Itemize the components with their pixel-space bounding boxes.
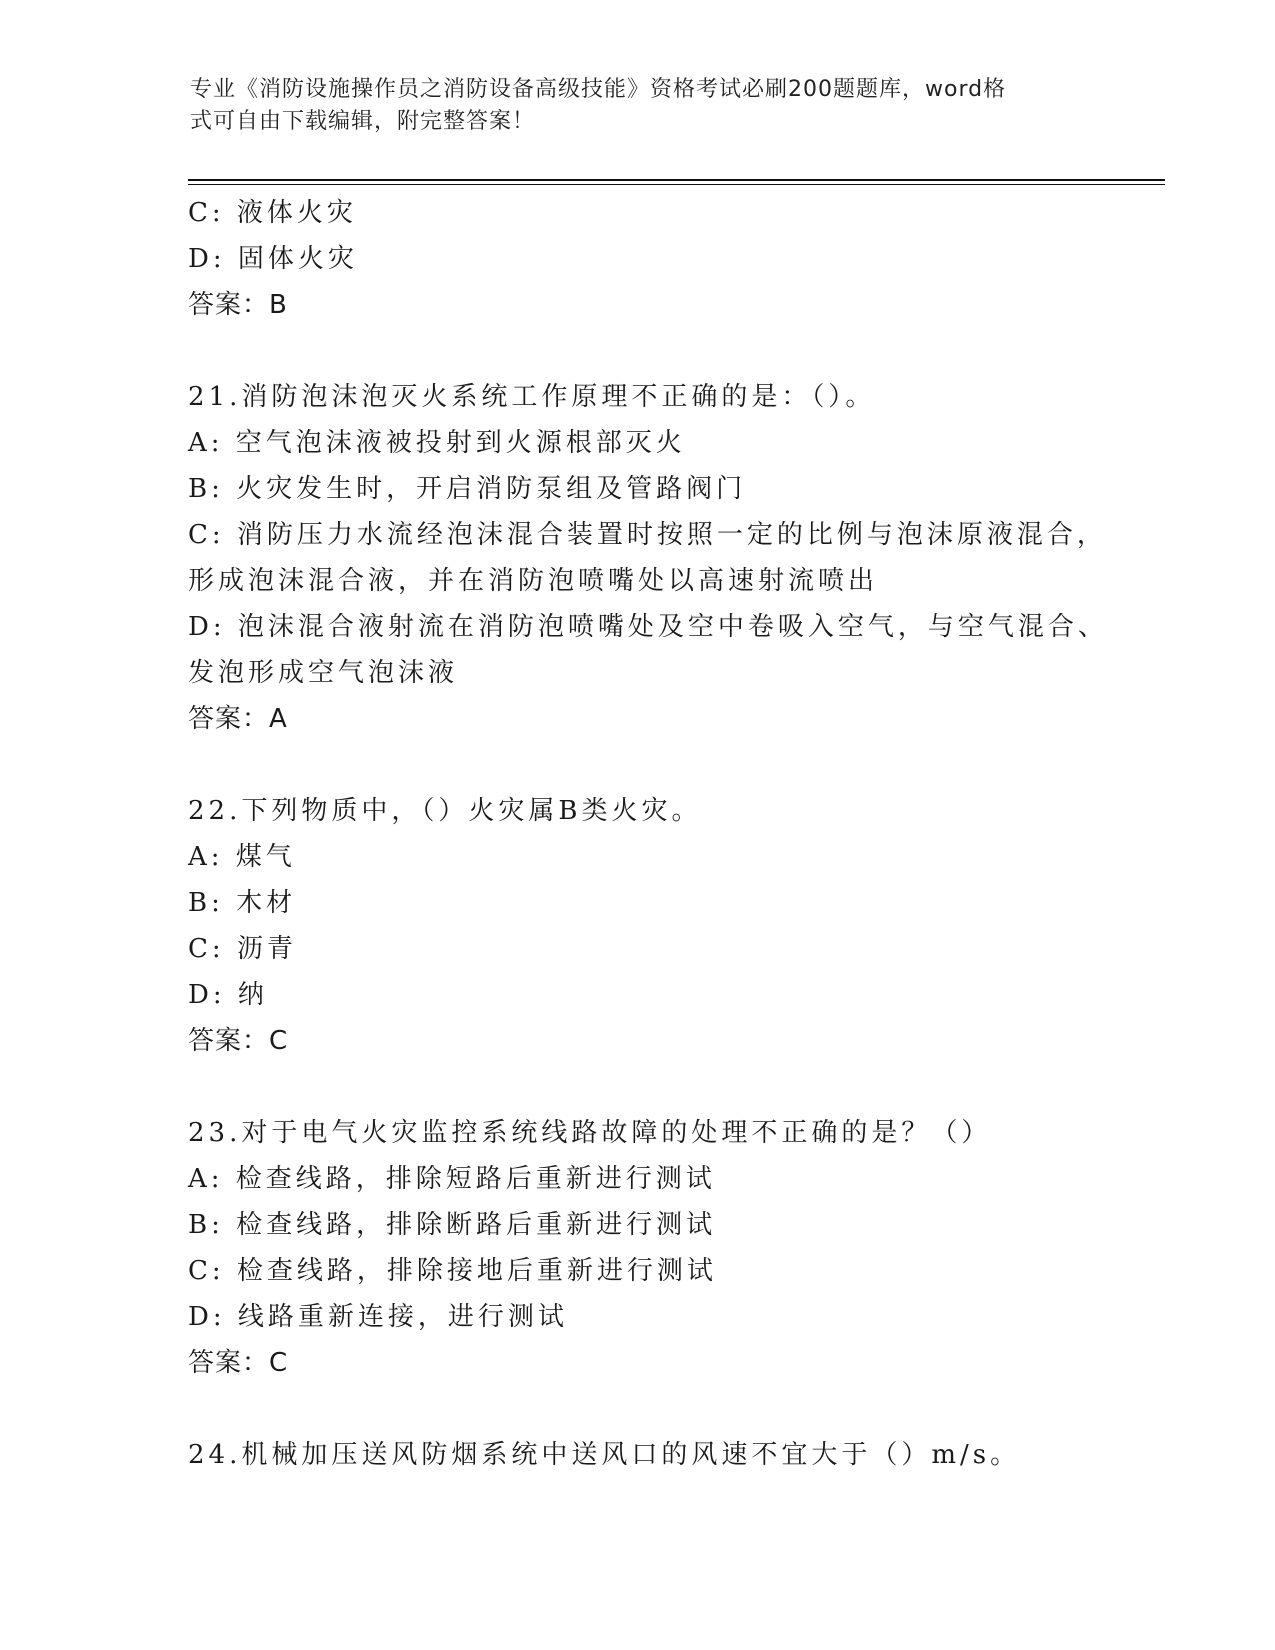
spacer [188, 328, 1088, 374]
option-a: A: 煤气 [188, 842, 296, 872]
option-c-continued: 形成泡沫混合液，并在消防泡喷嘴处以高速射流喷出 [188, 566, 879, 596]
question-text: 22.下列物质中，（）火灾属B类火灾。 [188, 796, 702, 826]
question-text: 23.对于电气火灾监控系统线路故障的处理不正确的是？（） [188, 1118, 992, 1148]
header-rule-thin [188, 184, 1165, 185]
question-list [188, 190, 1108, 1478]
answer: 答案：B [188, 290, 288, 320]
option-a: A: 空气泡沫液被投射到火源根部灭火 [188, 428, 686, 458]
option-a: A: 检查线路，排除短路后重新进行测试 [188, 1164, 716, 1194]
header-line-1: 专业《消防设施操作员之消防设备高级技能》资格考试必刷200题题库，word格 [190, 77, 1007, 102]
option-d-continued: 发泡形成空气泡沫液 [188, 658, 459, 688]
option-b: B: 检查线路，排除断路后重新进行测试 [188, 1210, 717, 1240]
option-d: D: 纳 [188, 980, 268, 1010]
option-c: C: 液体火灾 [188, 198, 357, 228]
spacer [188, 742, 1088, 788]
question-block-22 [188, 788, 1088, 1064]
question-text: 21.消防泡沫泡灭火系统工作原理不正确的是：（）。 [188, 382, 876, 412]
option-d: D: 泡沫混合液射流在消防泡喷嘴处及空中卷吸入空气，与空气混合、 [188, 612, 1108, 642]
answer: 答案：C [188, 1348, 289, 1378]
answer: 答案：C [188, 1026, 289, 1056]
option-d: D: 线路重新连接，进行测试 [188, 1302, 568, 1332]
option-c: C: 检查线路，排除接地后重新进行测试 [188, 1256, 717, 1286]
header-rule-thick [188, 179, 1165, 181]
option-c: C: 沥青 [188, 934, 297, 964]
option-d: D: 固体火灾 [188, 244, 358, 274]
question-block-21 [188, 374, 1108, 742]
option-b: B: 木材 [188, 888, 297, 918]
question-block-prev [188, 190, 1088, 328]
spacer [188, 1386, 1088, 1432]
option-c: C: 消防压力水流经泡沫混合装置时按照一定的比例与泡沫原液混合， [188, 520, 1107, 550]
option-b: B: 火灾发生时，开启消防泵组及管路阀门 [188, 474, 747, 504]
question-block-24 [188, 1432, 1088, 1478]
header-line-2: 式可自由下载编辑，附完整答案！ [190, 109, 536, 134]
document-header [190, 74, 1080, 138]
question-text: 24.机械加压送风防烟系统中送风口的风速不宜大于（）m/s。 [188, 1440, 1021, 1470]
spacer [188, 1064, 1088, 1110]
question-block-23 [188, 1110, 1088, 1386]
answer: 答案：A [188, 704, 288, 734]
